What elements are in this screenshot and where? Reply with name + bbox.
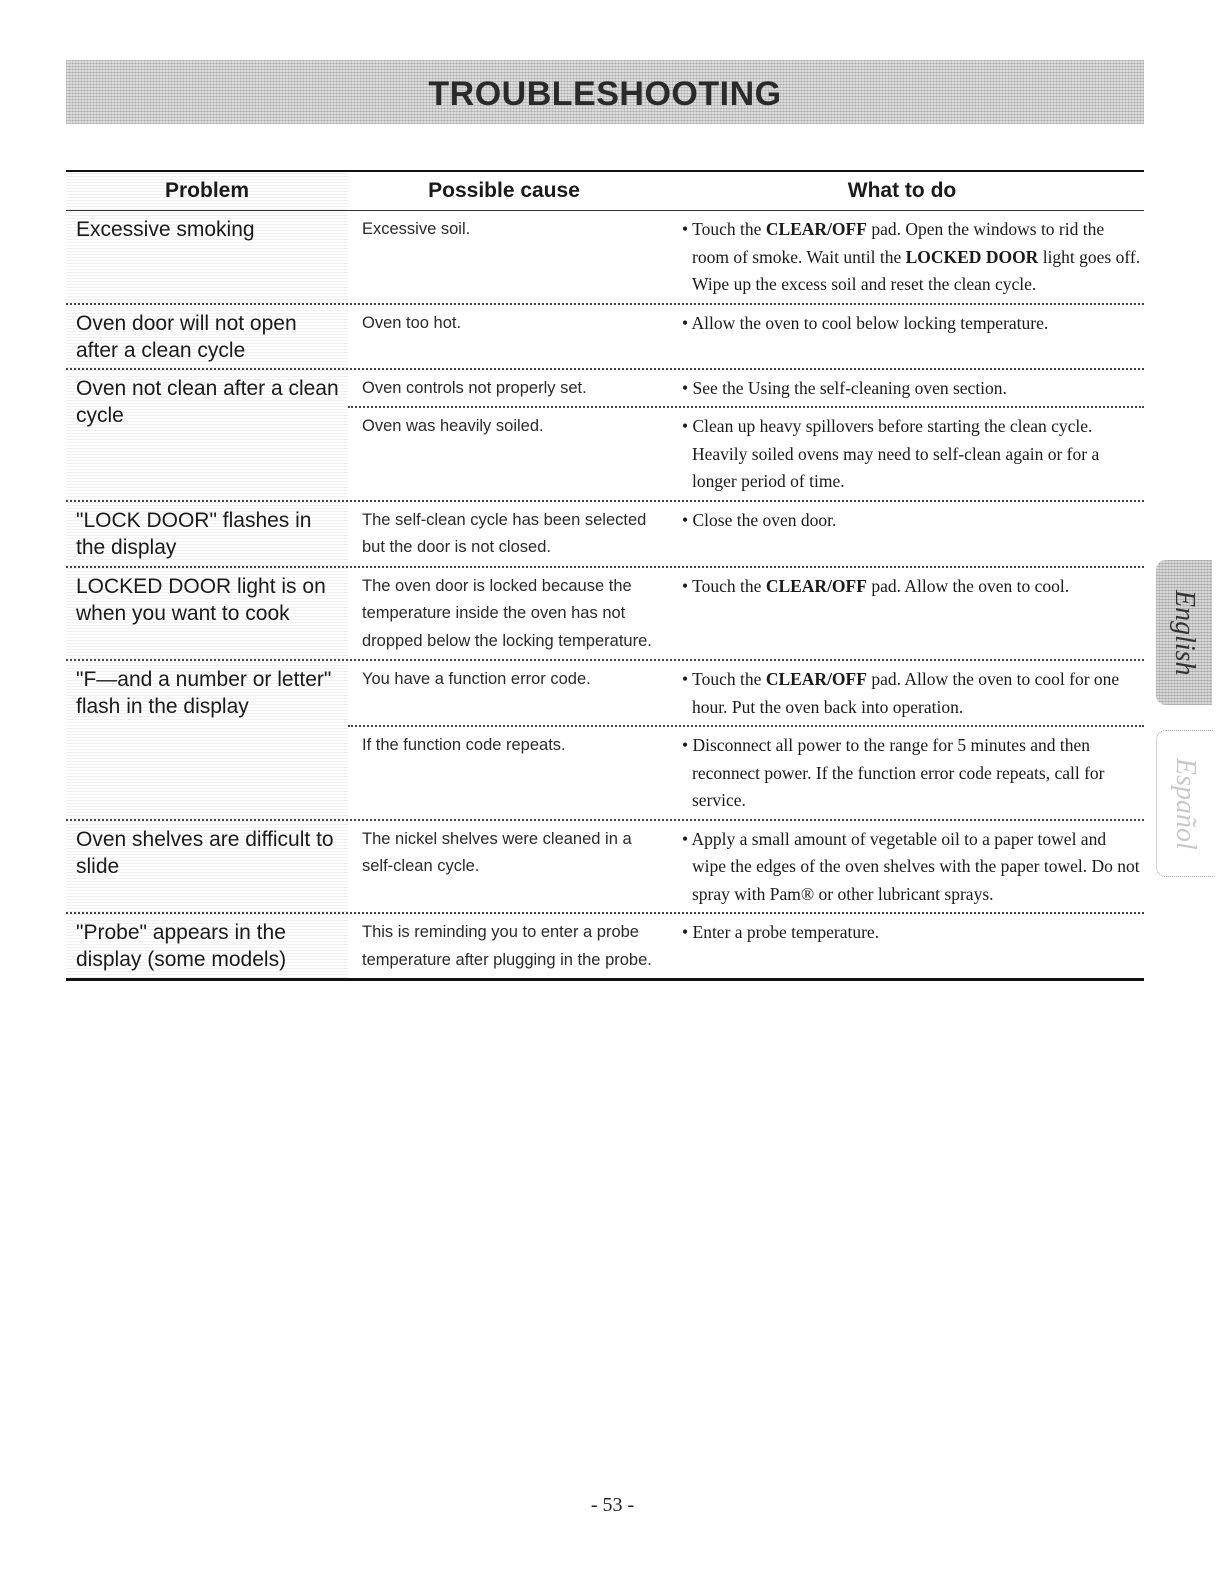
cause-cell: Excessive soil. [362,220,471,238]
cause-remedy-group [348,568,1144,660]
table-row [66,914,1144,978]
remedy-text: • Apply a small amount of vegetable oil to a paper towel and wipe the edges of the oven shelves with the paper towel. Do not spray with Pam® or other lubricant sprays. [682,828,1140,904]
cause-cell: The oven door is locked because the temperature inside the oven has not dropped below the locking temperature. [362,576,652,650]
table-row [66,502,1144,568]
cause-cell: You have a function error code. [362,670,591,688]
table-header [66,172,1144,211]
problem-cell: "F—and a number or letter" flash in the display [66,661,348,819]
cause-remedy-group [348,914,1144,978]
remedy-emphasis: LOCKED DOOR [905,246,1039,267]
troubleshooting-table [66,170,1144,981]
page-title: TROUBLESHOOTING [428,75,782,113]
cause-remedy-pair [348,661,1144,725]
remedy-cell [660,216,1144,299]
problem-cell: Excessive smoking [66,211,348,303]
page-number: - 53 - [590,1494,635,1516]
remedy-text: • Clean up heavy spillovers before starting the clean cycle. Heavily soiled ovens may need to self-clean again or for a longer period of time. [682,416,1100,491]
cause-remedy-pair [348,305,1144,342]
cause-cell: If the function code repeats. [362,736,566,754]
cause-remedy-group [348,821,1144,913]
cause-remedy-pair [348,568,1144,660]
remedy-text: • Enter a probe temperature. [682,922,880,942]
cause-remedy-pair [348,725,1144,819]
cause-remedy-pair [348,211,1144,303]
cause-remedy-pair [348,502,1144,566]
problem-cell: LOCKED DOOR light is on when you want to cook [66,568,348,660]
problem-cell: Oven not clean after a clean cycle [66,370,348,500]
remedy-text: light goes off. Wipe up the excess soil and reset the clean cycle. [692,246,1141,294]
remedy-cell [660,507,1144,562]
cause-remedy-group [348,502,1144,566]
remedy-cell [660,413,1144,496]
cause-cell: Oven was heavily soiled. [362,417,544,435]
tab-espanol[interactable]: Español [1156,730,1213,877]
cause-remedy-pair [348,370,1144,407]
header-what-to-do: What to do [847,179,957,202]
cause-remedy-pair [348,406,1144,500]
header-problem: Problem [66,172,348,210]
problem-cell: Oven shelves are difficult to slide [66,821,348,913]
remedy-emphasis: CLEAR/OFF [765,219,867,239]
table-row [66,661,1144,821]
table-row [66,821,1144,915]
problem-cell: "LOCK DOOR" flashes in the display [66,502,348,566]
remedy-text: • Allow the oven to cool below locking temperature. [682,312,1049,333]
table-row [66,305,1144,370]
cause-remedy-group [348,661,1144,819]
remedy-text: • Touch the [682,219,766,239]
cause-cell: Oven controls not properly set. [362,378,587,397]
cause-remedy-group [348,305,1144,368]
cause-remedy-pair [348,914,1144,978]
table-row [66,370,1144,502]
remedy-emphasis: CLEAR/OFF [765,575,867,596]
cause-remedy-group [348,370,1144,500]
remedy-text: • Disconnect all power to the range for 5 minutes and then reconnect power. If the function error code repeats, call for service. [682,735,1105,810]
table-row [66,568,1144,662]
cause-remedy-group [348,211,1144,303]
cause-cell: The nickel shelves were cleaned in a self-clean cycle. [362,829,632,875]
table-body [66,211,1144,978]
remedy-text: • Touch the [682,575,766,596]
cause-cell: The self-clean cycle has been selected but the door is not closed. [362,510,647,556]
problem-cell: Oven door will not open after a clean cycle [66,305,348,368]
cause-remedy-pair [348,821,1144,913]
remedy-cell [660,732,1144,815]
title-banner [66,60,1144,124]
remedy-cell [660,666,1144,721]
remedy-text: • Close the oven door. [682,509,837,530]
remedy-cell [660,310,1144,338]
remedy-cell [660,375,1144,403]
problem-cell: "Probe" appears in the display (some models) [66,914,348,978]
cause-cell: Oven too hot. [362,313,462,332]
remedy-text: pad. Open the windows to rid the room of smoke. Wait until the [692,219,1105,267]
remedy-text: • See the Using the self-cleaning oven section. [682,377,1007,398]
cause-cell: This is reminding you to enter a probe temperature after plugging in the probe. [362,923,652,969]
remedy-cell [660,919,1144,974]
table-row [66,211,1144,305]
remedy-emphasis: CLEAR/OFF [765,669,867,689]
tab-english[interactable]: English [1156,560,1212,705]
header-possible-cause: Possible cause [428,179,580,202]
remedy-text: pad. Allow the oven to cool for one hour. Put the oven back into operation. [692,669,1120,717]
remedy-cell [660,826,1144,909]
remedy-text: • Touch the [682,669,766,689]
remedy-cell [660,573,1144,656]
remedy-text: pad. Allow the oven to cool. [866,575,1070,596]
